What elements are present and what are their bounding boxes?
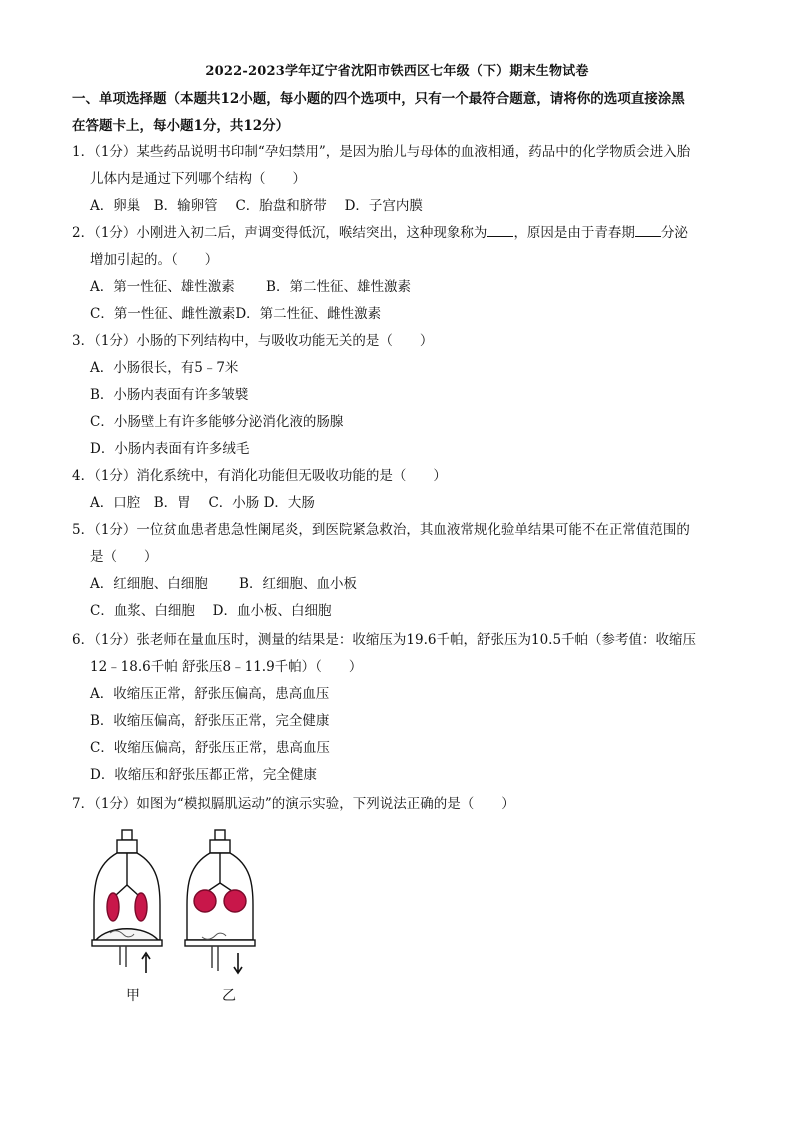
q6-option-c: C．收缩压偏高，舒张压正常，患高血压 [90, 740, 330, 756]
q5-options-line1: A．红细胞、白细胞 B．红细胞、血小板 [90, 576, 357, 592]
q2-stem-line1 [72, 224, 688, 242]
q7-stem-line1: 7．（1分）如图为“模拟膈肌运动”的演示实验，下列说法正确的是（ ） [72, 796, 515, 812]
figure-label-b: 乙 [222, 988, 236, 1004]
section-heading [72, 86, 732, 140]
q4-stem-line1: 4．（1分）消化系统中，有消化功能但无吸收功能的是（ ） [72, 468, 447, 484]
q2-stem-line2: 增加引起的。（ ） [90, 252, 219, 268]
q2-blank-2 [635, 224, 661, 237]
q3-option-a: A．小肠很长，有5﹣7米 [90, 360, 239, 376]
section-heading-line1: 一、单项选择题（本题共12小题，每小题的四个选项中，只有一个最符合题意，请将你的选项直接涂黑 [72, 91, 685, 107]
q3-stem-line1: 3．（1分）小肠的下列结构中，与吸收功能无关的是（ ） [72, 333, 434, 349]
page-title: 2022-2023学年辽宁省沈阳市铁西区七年级（下）期末生物试卷 [205, 64, 589, 79]
q6-option-a: A．收缩压正常，舒张压偏高，患高血压 [90, 686, 330, 702]
q4-options: A．口腔 B．胃 C．小肠 D．大肠 [90, 495, 315, 511]
q5-stem-line1: 5．（1分）一位贫血患者患急性阑尾炎，到医院紧急救治，其血液常规化验单结果可能不在正常值范围的 [72, 522, 690, 538]
q3-option-c: C．小肠壁上有许多能够分泌消化液的肠腺 [90, 414, 344, 430]
bell-jar-a [92, 830, 162, 973]
diaphragm-model-illustration [84, 825, 284, 1010]
q2-stem-part3: 分泌 [660, 225, 688, 241]
diaphragm-model-figure [84, 825, 284, 1010]
figure-label-a: 甲 [126, 988, 140, 1004]
q2-options-line1: A．第一性征、雄性激素 B．第二性征、雄性激素 [90, 279, 411, 295]
q6-option-b: B．收缩压偏高，舒张压正常，完全健康 [90, 713, 330, 729]
q5-stem-line2: 是（ ） [90, 549, 158, 565]
section-heading-line2: 在答题卡上，每小题1分，共12分） [72, 118, 290, 134]
q2-stem-part2: ，原因是由于青春期 [513, 225, 635, 241]
q3-option-b: B．小肠内表面有许多皱襞 [90, 387, 249, 403]
q5-options-line2: C．血浆、白细胞 D．血小板、白细胞 [90, 603, 332, 619]
q1-stem-line1: 1．（1分）某些药品说明书印制“孕妇禁用”，是因为胎儿与母体的血液相通，药品中的化学物质会进入胎 [72, 144, 691, 160]
q2-options-line2: C．第一性征、雌性激素D．第二性征、雌性激素 [90, 306, 382, 322]
q6-option-d: D．收缩压和舒张压都正常，完全健康 [90, 767, 317, 783]
q1-options: A．卵巢 B．输卵管 C．胎盘和脐带 D．子宫内膜 [90, 198, 423, 214]
bell-jar-b [185, 830, 255, 973]
q1-stem-line2: 儿体内是通过下列哪个结构（ ） [90, 171, 306, 187]
q2-stem-part1: 2．（1分）小刚进入初二后，声调变得低沉，喉结突出，这种现象称为 [72, 225, 488, 241]
q6-stem-line2: 12﹣18.6千帕 舒张压8﹣11.9千帕）（ ） [90, 659, 363, 675]
q2-blank-1 [487, 224, 513, 237]
q6-stem-line1: 6．（1分）张老师在量血压时，测量的结果是：收缩压为19.6千帕，舒张压为10.5千帕（参考值：收缩压 [72, 632, 697, 648]
q3-option-d: D．小肠内表面有许多绒毛 [90, 441, 250, 457]
